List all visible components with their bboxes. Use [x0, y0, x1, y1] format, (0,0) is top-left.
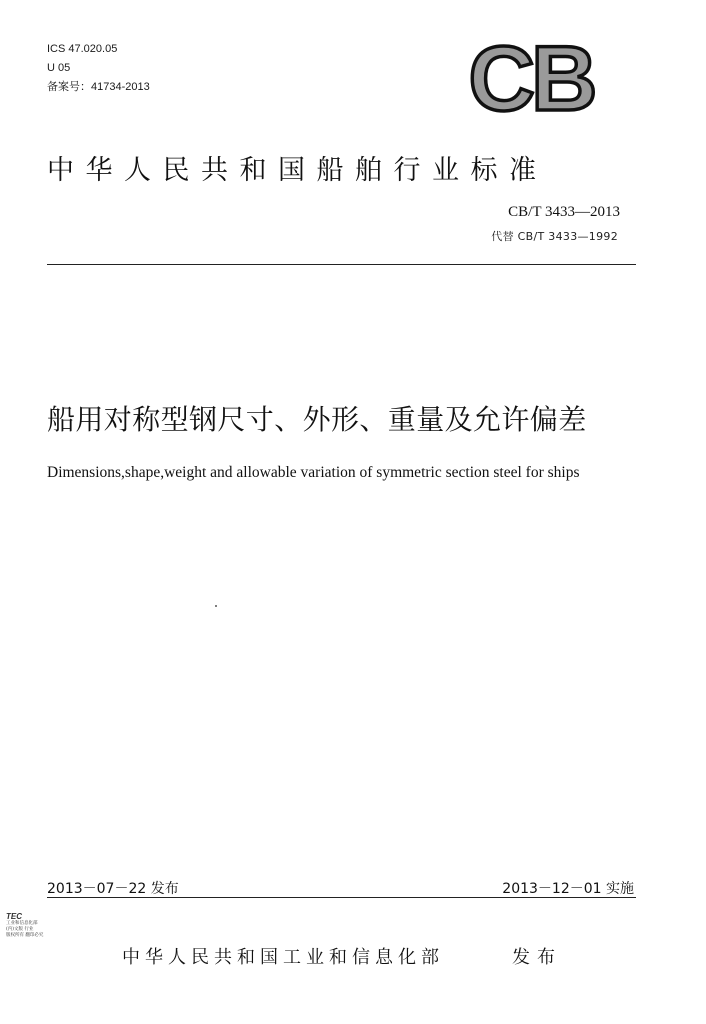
ccs-code: U 05: [47, 62, 71, 74]
speck: [215, 605, 217, 607]
standard-category: 中华人民共和国船舶行业标准: [47, 155, 548, 186]
publish-label: 发布: [512, 947, 562, 968]
stamp-line: (内)文版 行业: [6, 927, 34, 932]
title-chinese: 船用对称型钢尺寸、外形、重量及允许偏差: [47, 403, 587, 436]
cb-logo-text: CB: [468, 40, 594, 118]
library-stamp: [6, 912, 88, 964]
classification-block: [47, 40, 150, 97]
implementation-date: 2013－12－01 实施: [502, 881, 634, 897]
replaces-standard: 代替 CB/T 3433—1992: [491, 230, 618, 243]
filing-number: 备案号：41734-2013: [47, 81, 150, 93]
title-english: Dimensions,shape,weight and allowable variation of symmetric section steel for ships: [47, 464, 580, 481]
top-divider: [47, 264, 636, 265]
stamp-line: 工业和信息化部: [6, 921, 38, 926]
bottom-divider: [47, 897, 636, 898]
issue-date: 2013－07－22 发布: [47, 881, 179, 897]
standard-code: CB/T 3433—2013: [508, 204, 620, 220]
issuing-authority: 中华人民共和国工业和信息化部: [122, 947, 444, 968]
stamp-line: 版权所有 翻印必究: [6, 933, 44, 938]
stamp-brand: TEC: [6, 912, 22, 921]
cb-logo: [456, 40, 606, 118]
ics-code: ICS 47.020.05: [47, 43, 118, 55]
